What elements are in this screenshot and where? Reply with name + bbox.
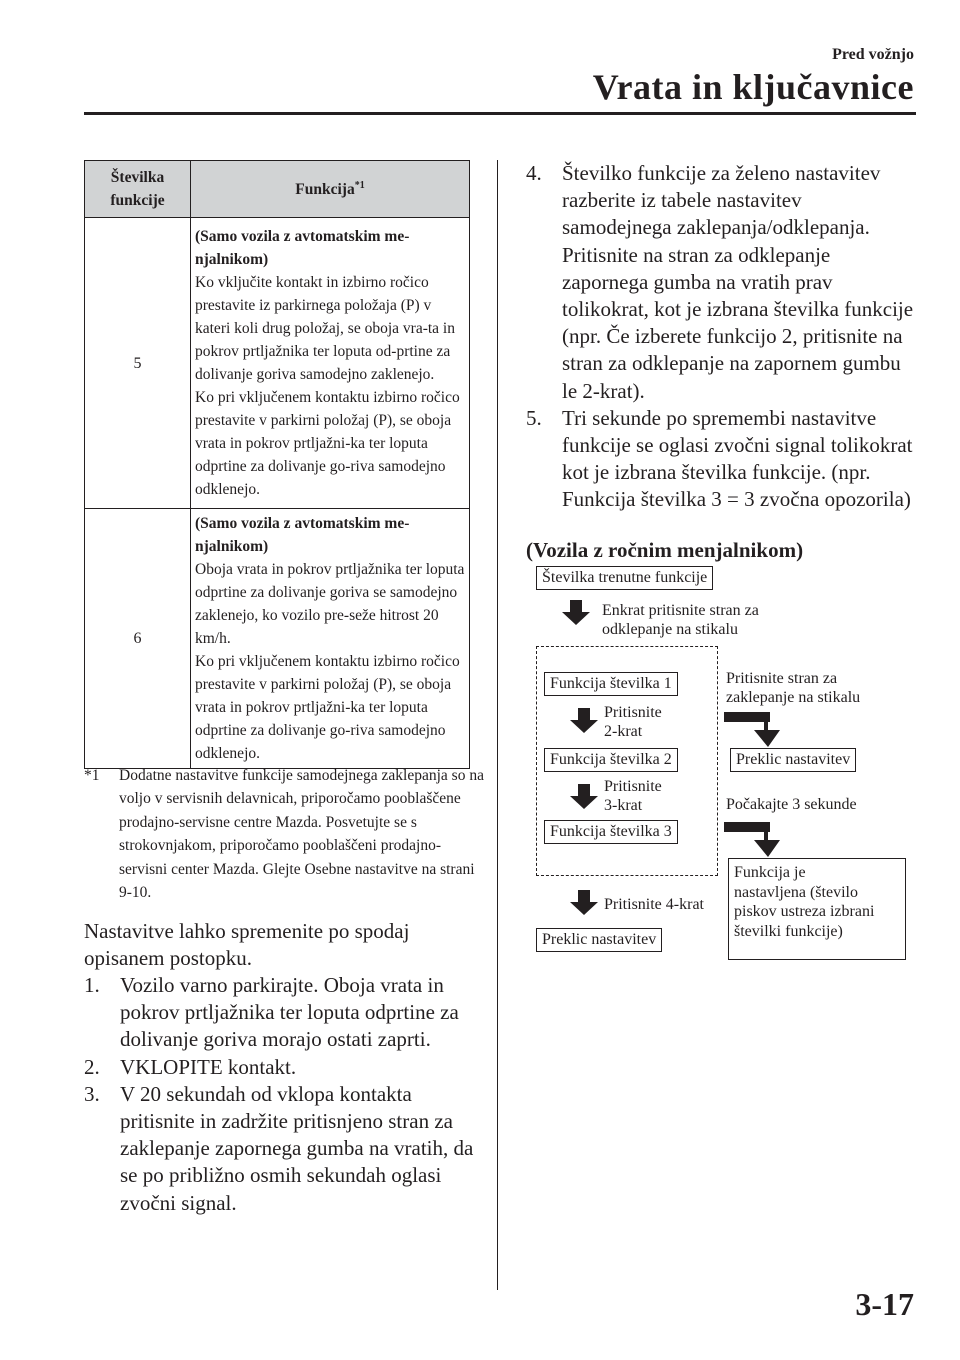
list-item xyxy=(84,972,484,1054)
press-4-label: Pritisnite 4-krat xyxy=(604,896,704,913)
press-once-line2: odklepanje na stikalu xyxy=(602,620,738,638)
footnote-text: Dodatne nastavitve funkcije samodejnega zaklepanja so na voljo v servisnih delavnicah, priporočamo pooblaščene prodajno-servisne centre Mazda. Posvetujte se s strokovnjakom, priporočamo pooblaščeni prodajno-servisni center Mazda. Glejte Osebne nastavitve na strani 9-10. xyxy=(119,767,484,902)
manual-transmission-heading: (Vozila z ročnim menjalnikom) xyxy=(526,538,804,562)
table-header-row xyxy=(85,161,470,218)
result-line3: piskov ustreza izbrani xyxy=(734,903,875,920)
function-1-box: Funkcija številka 1 xyxy=(544,672,678,696)
table-row xyxy=(85,509,470,769)
press-3-line2: 3-krat xyxy=(604,796,643,814)
flow-diagram xyxy=(526,560,916,960)
chapter-title: Vrata in ključavnice xyxy=(592,67,914,107)
row-description xyxy=(191,509,470,769)
column-divider xyxy=(497,160,498,1290)
step-text: V 20 sekundah od vklopa kontakta pritisnite in zadržite pritisnjeno stran za zaklepanje zapornega gumba na vratih, da se po približno osmih sekundah oglasi zvočni signal. xyxy=(120,1081,474,1215)
header-rule xyxy=(84,112,916,115)
header-number-label: Številka funkcije xyxy=(110,169,165,209)
row-number: 5 xyxy=(85,218,191,509)
row-title: (Samo vozila z avtomatskim me-njalnikom) xyxy=(195,515,410,555)
steps-list-left xyxy=(84,972,484,1217)
section-title: Pred vožnjo xyxy=(832,46,914,63)
press-3-line1: Pritisnite xyxy=(604,778,662,795)
step-number: 2. xyxy=(84,1054,100,1079)
steps-list-right xyxy=(526,160,916,514)
list-item xyxy=(84,1081,484,1217)
result-line4: številki funkcije) xyxy=(734,922,843,940)
step-number: 3. xyxy=(84,1081,100,1106)
press-2-line1: Pritisnite xyxy=(604,704,662,721)
table-header-function xyxy=(191,161,470,218)
function-2-box: Funkcija številka 2 xyxy=(544,748,678,772)
press-2-line2: 2-krat xyxy=(604,722,643,740)
turn-arrow-icon xyxy=(724,822,800,858)
footnote-mark: *1 xyxy=(84,767,100,784)
intro-paragraph: Nastavitve lahko spremenite po spodaj opisanem postopku. xyxy=(84,919,410,971)
function-table xyxy=(84,160,470,769)
page-number: 3-17 xyxy=(855,1286,914,1322)
table-row xyxy=(85,218,470,509)
press-lock-line1: Pritisnite stran za xyxy=(726,670,838,687)
wait-3-seconds-label: Počakajte 3 sekunde xyxy=(726,796,857,813)
arrow-down-icon xyxy=(570,890,600,916)
header-function-label: Funkcija xyxy=(295,180,355,198)
step-text: Vozilo varno parkirajte. Oboja vrata in pokrov prtljažnika ter loputa odprtine za dolivanje goriva morajo ostati zaprti. xyxy=(120,973,459,1052)
list-item xyxy=(526,160,916,405)
row-description xyxy=(191,218,470,509)
row-text: Ko vključite kontakt in izbirno ročico prestavite iz parkirnega položaja (P) v kateri koli drug položaj, se oboja vra-ta in pokrov prtljažnika ter loputa od-prtine za dolivanje goriva samodejno zaklenejo. Ko pri vključenem kontaktu izbirno ročico prestavite v parkirni položaj (P), se oboja vrata in pokrov prtljažni-ka ter loputa odprtine za dolivanje go-riva samodejno odklenejo. xyxy=(195,274,460,498)
result-line1: Funkcija je xyxy=(734,864,806,881)
arrow-down-icon xyxy=(562,600,592,626)
step-text: Številko funkcije za želeno nastavitev razberite iz tabele nastavitev samodejnega zaklepanja/odklepanja. Pritisnite na stran za odklepanje zapornega gumba na vratih prav tolikokrat, kot je izbrana številka funkcije (npr. Če izberete funkcijo 2, pritisnite na stran za odklepanje na zapornem gumbu le 2-krat). xyxy=(562,161,914,403)
footnote xyxy=(84,764,484,904)
turn-arrow-icon xyxy=(724,712,800,748)
cancel-box-bottom: Preklic nastavitev xyxy=(536,928,662,952)
table-header-number xyxy=(85,161,191,218)
current-function-box: Številka trenutne funkcije xyxy=(536,566,713,590)
step-number: 4. xyxy=(526,161,542,185)
header-footnote-mark: *1 xyxy=(354,179,365,191)
press-2-label xyxy=(604,704,662,741)
press-3-label xyxy=(604,778,662,815)
arrow-down-icon xyxy=(570,708,600,734)
press-lock-line2: zaklepanje na stikalu xyxy=(726,688,861,706)
row-text: Oboja vrata in pokrov prtljažnika ter loputa odprtine za dolivanje goriva se samodejno zaklenejo, ko vozilo pre-seže hitrost 20 km/h. Ko pri vključenem kontaktu izbirno ročico prestavite v parkirni položaj (P), se oboja vrata in pokrov prtljažni-ka ter loputa odprtine za dolivanje go-riva samodejno odklenejo. xyxy=(195,561,465,762)
step-text: VKLOPITE kontakt. xyxy=(120,1054,297,1079)
row-number: 6 xyxy=(85,509,191,769)
arrow-down-icon xyxy=(570,784,600,810)
step-text: Tri sekunde po spremembi nastavitve funkcije se oglasi zvočni signal tolikokrat kot je izbrana številka funkcije. (npr. Funkcija številka 3 = 3 zvočna opozorila) xyxy=(562,405,913,512)
list-item xyxy=(84,1054,484,1081)
press-once-label xyxy=(602,602,759,639)
press-once-line1: Enkrat pritisnite stran za xyxy=(602,602,759,619)
press-lock-label xyxy=(726,670,860,707)
result-line2: nastavljena (število xyxy=(734,883,858,901)
function-3-box: Funkcija številka 3 xyxy=(544,820,678,844)
step-number: 5. xyxy=(526,405,542,430)
cancel-box-right: Preklic nastavitev xyxy=(730,748,856,772)
list-item xyxy=(526,405,916,514)
function-set-box xyxy=(728,858,906,960)
row-title: (Samo vozila z avtomatskim me-njalnikom) xyxy=(195,228,410,268)
step-number: 1. xyxy=(84,973,100,997)
